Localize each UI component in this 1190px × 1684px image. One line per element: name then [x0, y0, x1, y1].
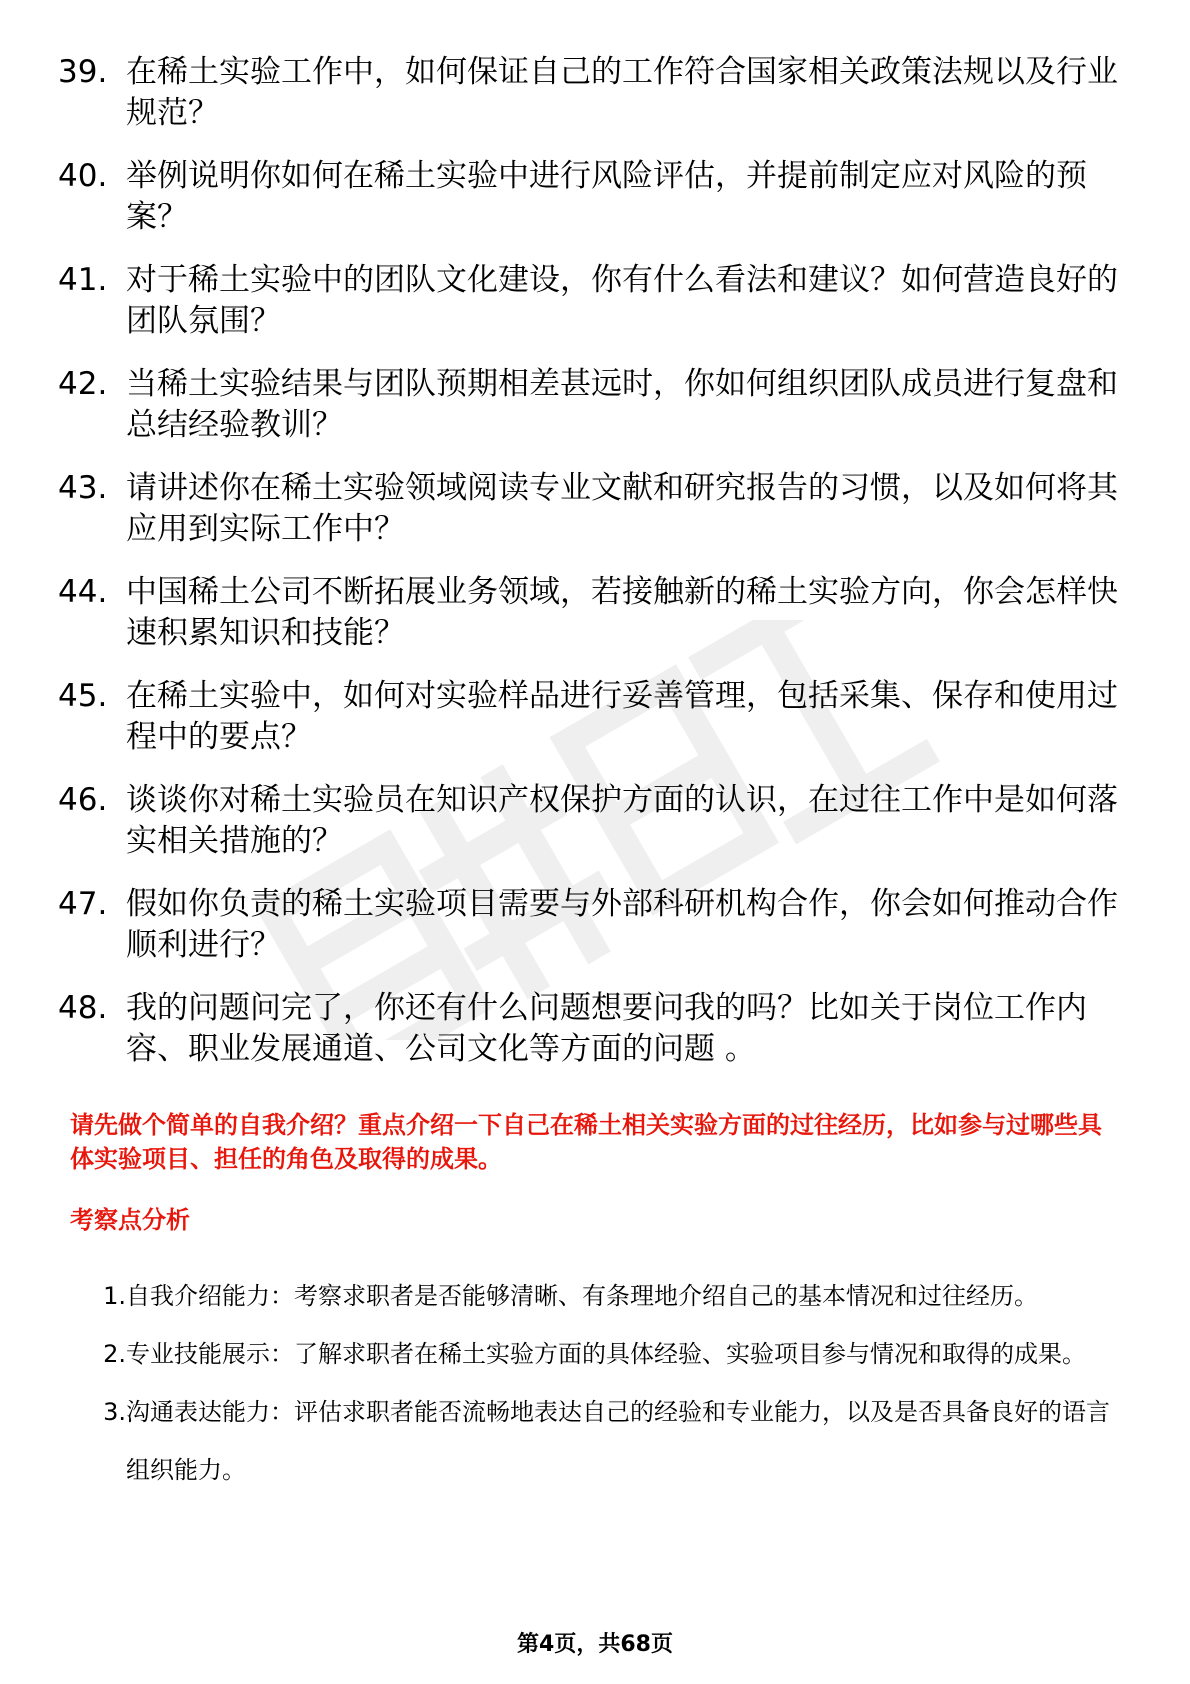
analysis-list — [70, 1267, 1120, 1499]
analysis-number: 3. — [103, 1398, 126, 1426]
question-text: 中国稀土公司不断拓展业务领域，若接触新的稀土实验方向，你会怎样快速积累知识和技能？ — [126, 574, 1118, 651]
question-number: 46. — [58, 782, 108, 818]
question-item — [58, 52, 1138, 134]
question-item — [58, 988, 1138, 1070]
question-number: 44. — [58, 574, 108, 610]
question-text: 举例说明你如何在稀土实验中进行风险评估，并提前制定应对风险的预案？ — [126, 158, 1087, 235]
question-list — [58, 52, 1138, 1092]
question-item — [58, 364, 1138, 446]
question-number: 43. — [58, 470, 108, 506]
analysis-text: 自我介绍能力：考察求职者是否能够清晰、有条理地介绍自己的基本情况和过往经历。 — [126, 1282, 1038, 1310]
question-item — [58, 676, 1138, 758]
question-item — [58, 468, 1138, 550]
question-number: 41. — [58, 262, 108, 298]
question-item — [58, 156, 1138, 238]
question-item — [58, 572, 1138, 654]
section-title: 考察点分析 — [70, 1206, 190, 1234]
question-number: 45. — [58, 678, 108, 714]
question-number: 40. — [58, 158, 108, 194]
question-item — [58, 884, 1138, 966]
question-item — [58, 260, 1138, 342]
question-item — [58, 780, 1138, 862]
analysis-item — [70, 1267, 1120, 1325]
question-text: 假如你负责的稀土实验项目需要与外部科研机构合作，你会如何推动合作顺利进行？ — [126, 886, 1118, 963]
question-text: 我的问题问完了，你还有什么问题想要问我的吗？比如关于岗位工作内容、职业发展通道、公司文化等方面的问题 。 — [126, 990, 1087, 1067]
question-text: 谈谈你对稀土实验员在知识产权保护方面的认识，在过往工作中是如何落实相关措施的？ — [126, 782, 1118, 859]
question-number: 48. — [58, 990, 108, 1026]
question-text: 对于稀土实验中的团队文化建设，你有什么看法和建议？如何营造良好的团队氛围？ — [126, 262, 1118, 339]
question-text: 在稀土实验工作中，如何保证自己的工作符合国家相关政策法规以及行业规范？ — [126, 54, 1118, 131]
analysis-text: 沟通表达能力：评估求职者能否流畅地表达自己的经验和专业能力，以及是否具备良好的语言组织能力。 — [126, 1398, 1110, 1484]
analysis-item — [70, 1325, 1120, 1383]
analysis-text: 专业技能展示：了解求职者在稀土实验方面的具体经验、实验项目参与情况和取得的成果。 — [126, 1340, 1086, 1368]
question-number: 47. — [58, 886, 108, 922]
question-text: 在稀土实验中，如何对实验样品进行妥善管理，包括采集、保存和使用过程中的要点？ — [126, 678, 1118, 755]
question-number: 39. — [58, 54, 108, 90]
analysis-number: 2. — [103, 1340, 126, 1368]
question-text: 请讲述你在稀土实验领域阅读专业文献和研究报告的习惯，以及如何将其应用到实际工作中？ — [126, 470, 1118, 547]
analysis-item — [70, 1383, 1120, 1499]
page-footer: 第4页，共68页 — [517, 1632, 673, 1657]
question-number: 42. — [58, 366, 108, 402]
question-text: 当稀土实验结果与团队预期相差甚远时，你如何组织团队成员进行复盘和总结经验教训？ — [126, 366, 1118, 443]
analysis-number: 1. — [103, 1282, 126, 1310]
highlight-question: 请先做个简单的自我介绍？重点介绍一下自己在稀土相关实验方面的过往经历，比如参与过哪些具体实验项目、担任的角色及取得的成果。 — [70, 1111, 1102, 1173]
